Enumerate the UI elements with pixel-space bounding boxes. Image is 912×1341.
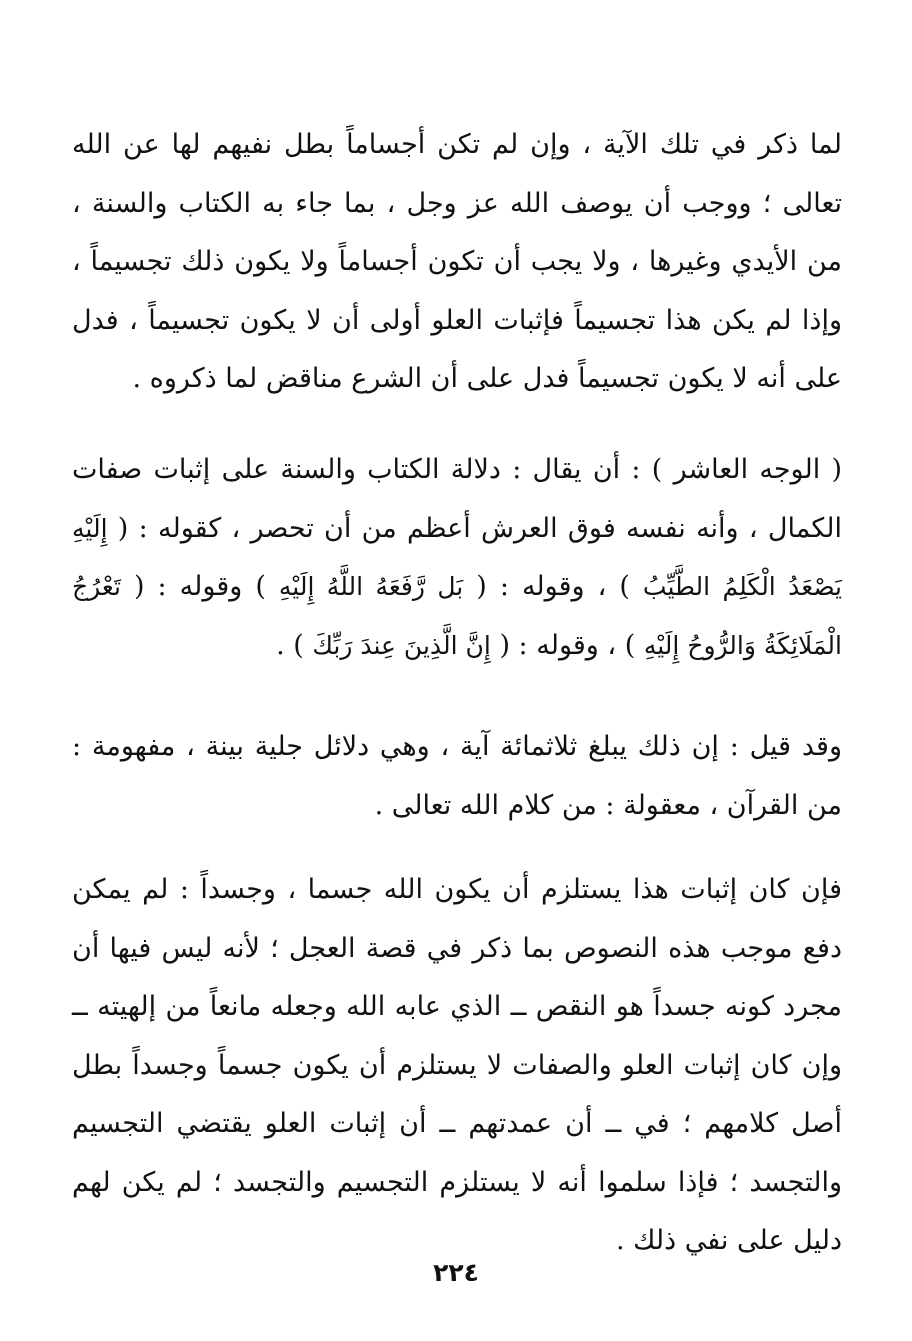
quran-quote: إِنَّ الَّذِينَ عِندَ رَبِّكَ [312, 630, 491, 660]
paragraph-text: ) ، وقوله : ( [463, 571, 643, 602]
paragraph-text: فإن كان إثبات هذا يستلزم أن يكون الله جسما ، وجسداً : لم يمكن دفع موجب هذه النصوص بما ذكر في قصة العجل ؛ لأنه ليس فيها أن مجرد كونه جسداً هو النقص ــ الذي عابه الله وجعله مانعاً من إلهيته ــ وإن كان إثبات العلو والصفات لا يستلزم أن يكون جسماً وجسداً بطل أصل كلامهم ؛ في ــ أن عمدتهم ــ أن إثبات العلو يقتضي التجسيم والتجسد ؛ فإذا سلموا أنه لا يستلزم التجسيم والتجسد ؛ لم يكن لهم دليل على نفي ذلك . [72, 874, 842, 1256]
quran-quote: بَل رَّفَعَهُ اللَّهُ إِلَيْهِ [278, 572, 464, 601]
quran-quote: تَعْرُجُ الْمَلَائِكَةُ وَالرُّوحُ إِلَيْهِ [72, 572, 842, 660]
paragraph-2 [72, 441, 842, 675]
paragraph-text: ( الوجه العاشر ) : أن يقال : دلالة الكتاب والسنة على إثبات صفات الكمال ، وأنه نفسه فوق العرش أعظم من أن تحصر ، كقوله : ( [72, 454, 842, 544]
paragraph-text: ) ، وقوله : ( [490, 629, 644, 661]
paragraph-4 [72, 861, 842, 1271]
page-number: ٢٢٤ [433, 1258, 479, 1287]
paragraph-text: ) وقوله : ( [120, 571, 279, 602]
paragraph-3 [72, 718, 842, 835]
paragraph-text: وقد قيل : إن ذلك يبلغ ثلاثمائة آية ، وهي دلائل جلية بينة ، مفهومة : من القرآن ، معقولة : من كلام الله تعالى . [72, 731, 842, 821]
paragraph-text: ) . [276, 629, 313, 661]
quran-quote: إِلَيْهِ يَصْعَدُ الْكَلِمُ الطَّيِّبُ [72, 513, 842, 601]
paragraph-text: لما ذكر في تلك الآية ، وإن لم تكن أجساماً بطل نفيهم لها عن الله تعالى ؛ ووجب أن يوصف الله عز وجل ، بما جاء به الكتاب والسنة ، من الأيدي وغيرها ، ولا يجب أن تكون أجساماً ولا يكون ذلك تجسيماً ، وإذا لم يكن هذا تجسيماً فإثبات العلو أولى أن لا يكون تجسيماً ، فدل على أنه لا يكون تجسيماً فدل على أن الشرع مناقض لما ذكروه . [72, 129, 842, 394]
paragraph-1 [72, 116, 842, 409]
